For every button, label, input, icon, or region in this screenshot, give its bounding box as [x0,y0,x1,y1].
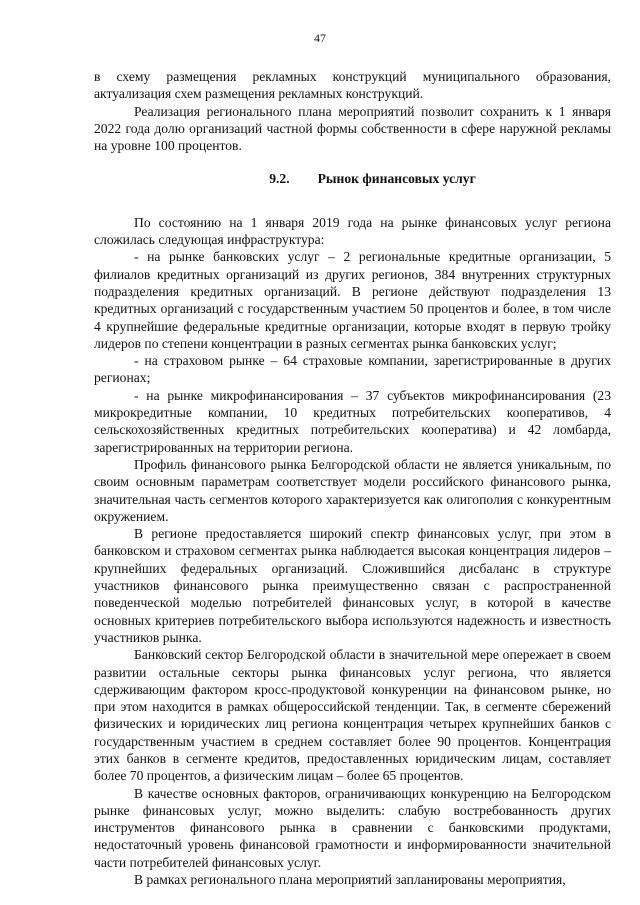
list-item-insurance: - на страховом рынке – 64 страховые компании, зарегистрированные в других регионах; [94,353,611,386]
paragraph-infrastructure-intro: По состоянию на 1 января 2019 года на рынке финансовых услуг региона сложилась следующая инфраструктура: [94,214,611,248]
page-number: 47 [314,31,326,45]
section-heading [94,170,611,187]
list-item-microfinance: - на рынке микрофинансирования – 37 субъектов микрофинансирования (23 микрокредитные компании, 10 кредитных потребительских кооперативов, 4 сельскохозяйственных кредитных потребительских кооператива) и 42 ломбарда, зарегистрированных на территории региона. [94,387,611,455]
paragraph-market-profile: Профиль финансового рынка Белгородской области не является уникальным, по своим основным параметрам соответствует модели российского финансового рынка, значительная часть сегментов которого характеризуется как олигополия с конкурентным окружением. [94,456,611,524]
paragraph-plan-measures: В рамках регионального плана мероприятий запланированы мероприятия, [134,872,566,888]
paragraph-services-range: В регионе предоставляется широкий спектр финансовых услуг, при этом в банковском и страховом сегментах рынка наблюдается высокая концентрация лидеров – крупнейших федеральных организаций. Сложившийся дисбаланс в структуре участников финансового рынка преимущественно связан с распространенной поведенческой моделью потребителей финансовых услуг, в которой в качестве основных критериев потребительского выбора используются надежность и известность участников рынка. [94,526,611,645]
section-number: 9.2. [269,171,290,187]
paragraph-outcome: Реализация регионального плана мероприятий позволит сохранить к 1 января 2022 года долю организаций частной формы собственности в сфере наружной рекламы на уровне 100 процентов. [94,103,611,154]
document-body [94,68,611,888]
paragraph-banking-sector: Банковский сектор Белгородской области в значительной мере опережает в своем развитии остальные секторы рынка финансовых услуг региона, что является сдерживающим фактором кросс-продуктовой конкуренции на финансовом рынке, но при этом находится в рамках общероссийской тенденции. Так, в сегменте сбережений физических и юридических лиц региона концентрация четырех крупнейших банков с государственным участием в среднем составляет более 90 процентов. Концентрация этих банков в сегменте кредитов, предоставленных юридическим лицам, составляет более 70 процентов, а физическим лицам – более 65 процентов. [94,647,611,784]
section-title: Рынок финансовых услуг [317,171,476,187]
paragraph-limiting-factors: В качестве основных факторов, ограничивающих конкуренцию на Белгородском рынке финансовых услуг, можно выделить: слабую востребованность других инструментов финансового рынка в сравнении с банковскими продуктами, недостаточный уровень финансовой грамотности и информированности значительной части потребителей финансовых услуг. [94,785,611,870]
paragraph-continuation: в схему размещения рекламных конструкций муниципального образования, актуализация схем размещения рекламных конструкций. [94,69,611,102]
list-item-banking: - на рынке банковских услуг – 2 региональные кредитные организации, 5 филиалов кредитных организаций из других регионов, 384 внутренних структурных подразделения кредитных организаций. В регионе действуют подразделения 13 кредитных организаций с государственным участием 50 процентов и более, в том числе 4 крупнейшие федеральные кредитные организации, которые входят в первую тройку лидеров по степени концентрации в разных сегментах рынка банковских услуг; [94,249,611,351]
